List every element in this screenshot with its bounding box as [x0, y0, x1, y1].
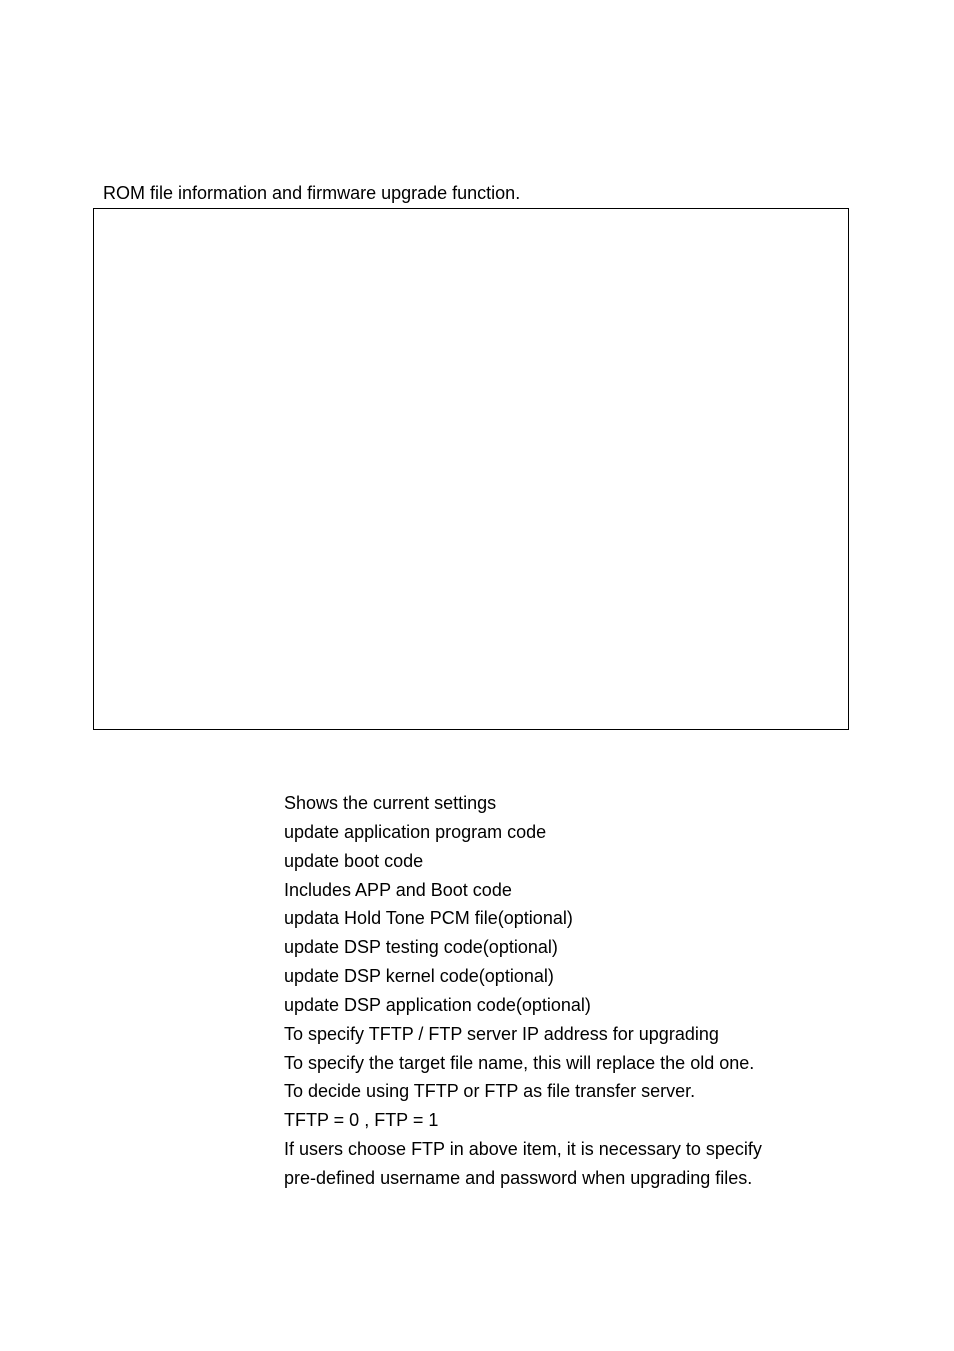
description-line: update boot code — [284, 850, 424, 871]
description-line: To specify the target file name, this will replace the old one. — [284, 1052, 755, 1073]
intro-text: ROM file information and firmware upgrade function. — [103, 183, 521, 203]
description-line: update DSP testing code(optional) — [284, 937, 558, 958]
description-line: update DSP kernel code(optional) — [284, 966, 554, 987]
description-line: updata Hold Tone PCM file(optional) — [284, 908, 573, 929]
description-line: To specify TFTP / FTP server IP address for upgrading — [284, 1023, 719, 1044]
description-line: update application program code — [284, 821, 547, 842]
description-list — [284, 789, 762, 1193]
description-line: TFTP = 0 , FTP = 1 — [284, 1110, 439, 1131]
description-line: Includes APP and Boot code — [284, 879, 512, 900]
description-line: To decide using TFTP or FTP as file transfer server. — [284, 1081, 696, 1102]
description-line: pre-defined username and password when upgrading files. — [284, 1167, 753, 1188]
description-line: If users choose FTP in above item, it is necessary to specify — [284, 1139, 762, 1160]
screenshot-placeholder-frame — [93, 208, 849, 730]
description-line: update DSP application code(optional) — [284, 994, 591, 1015]
description-line: Shows the current settings — [284, 793, 497, 813]
